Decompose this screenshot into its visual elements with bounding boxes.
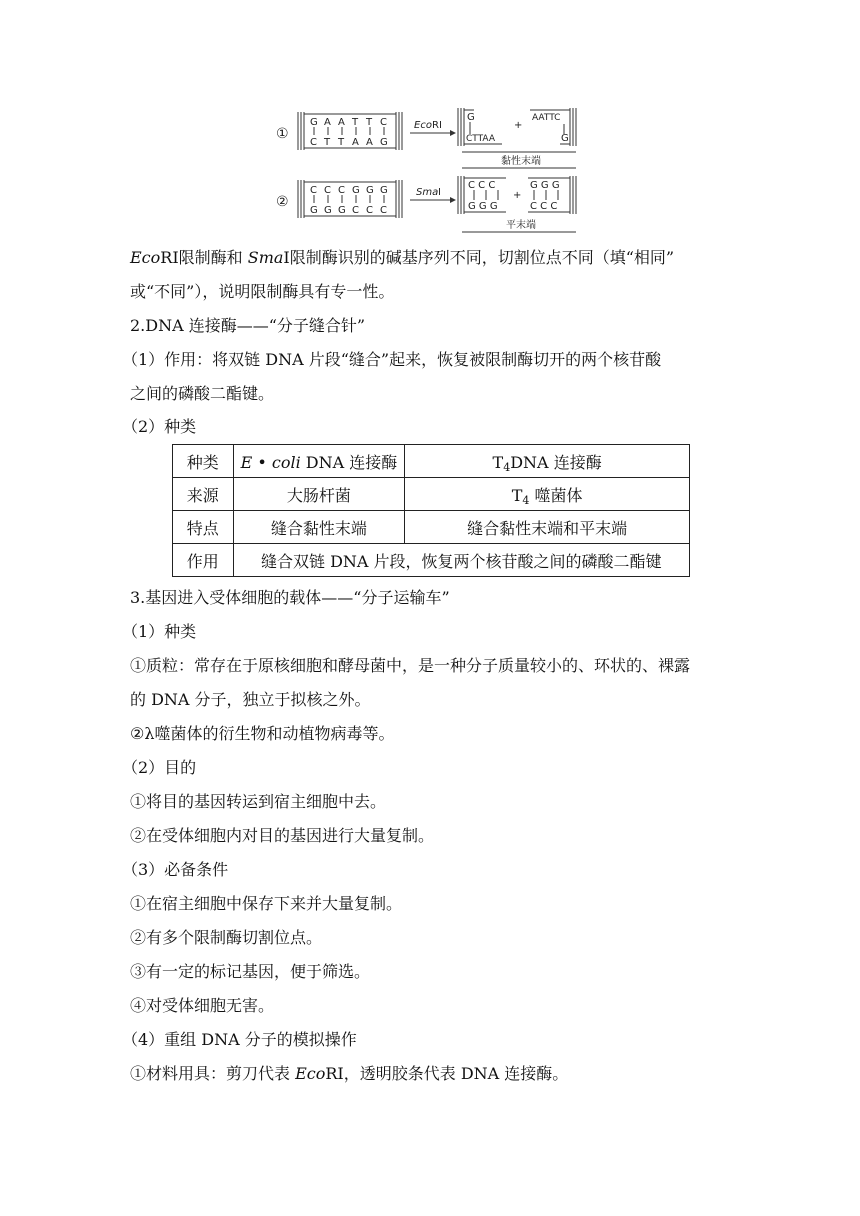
row2-bottom-seq-0: G [310, 205, 318, 216]
row2-right-top: G G G [530, 180, 560, 191]
section-3-4-heading: （4）重组 DNA 分子的模拟操作 [122, 1030, 357, 1049]
row2-bottom-seq-2: G [338, 205, 346, 216]
row1-bottom-seq-1: T [324, 137, 331, 148]
section-2-1-line-1: （1）作用：将双链 DNA 片段“缝合”起来，恢复被限制酶切开的两个核苷酸 [122, 350, 662, 369]
sma-italic: Sma [247, 248, 284, 267]
row1-enzyme-tail: RⅠ [432, 120, 442, 131]
section-3-2-item-2: ②在受体细胞内对目的基因进行大量复制。 [130, 826, 435, 845]
t4-ligase-label: DNA 连接酶 [510, 452, 602, 472]
enzyme-specificity-line-2: 或“不同”），说明限制酶具有专一性。 [130, 282, 395, 301]
table-cell [405, 478, 690, 511]
section-3-3-heading: （3）必备条件 [122, 860, 229, 879]
t4-source-label: 噬菌体 [529, 485, 583, 505]
table-cell: 大肠杆菌 [233, 478, 405, 511]
row2-top-seq-5: G [380, 185, 388, 196]
sma-rest: Ⅰ限制酶识别的碱基序列不同，切割位点不同（填“相同” [283, 248, 675, 267]
t4-t: T [492, 452, 504, 472]
row1-right-bottom: G [561, 133, 569, 144]
table-cell: 作用 [173, 544, 234, 577]
row1-left-top: G [467, 112, 475, 123]
table-header-cell: 种类 [173, 445, 234, 478]
table-cell: 缝合黏性末端和平末端 [405, 511, 690, 544]
row2-top-seq-3: G [352, 185, 360, 196]
row2-enzyme-italic: Sma [416, 187, 439, 198]
section-3-2-item-1: ①将目的基因转运到宿主细胞中去。 [130, 792, 387, 811]
section-3-2-heading: （2）目的 [122, 758, 197, 777]
table-row [173, 478, 690, 511]
section-2-title: 2.DNA 连接酶——“分子缝合针” [130, 316, 366, 335]
ecoli-coli: coli [271, 452, 301, 472]
section-2-1-line-2: 之间的磷酸二酯键。 [130, 384, 275, 403]
row2-top-seq-1: C [324, 185, 331, 196]
table-cell: 来源 [173, 478, 234, 511]
t4-source-t: T [511, 485, 523, 505]
row2-bottom-seq-1: G [324, 205, 332, 216]
table-header-cell [405, 445, 690, 478]
row1-top-seq-3: T [352, 117, 359, 128]
row2-plus: + [513, 190, 522, 201]
materials-suffix: RⅠ，透明胶条代表 DNA 连接酶。 [325, 1064, 569, 1083]
section-3-title: 3.基因进入受体细胞的载体——“分子运输车” [130, 588, 450, 607]
table-row [173, 544, 690, 577]
row1-plus: + [514, 120, 523, 131]
table-header-cell [233, 445, 405, 478]
row1-top-seq-0: G [310, 117, 318, 128]
section-3-3-item-1: ①在宿主细胞中保存下来并大量复制。 [130, 894, 403, 913]
section-3-4-item-1 [130, 1064, 568, 1084]
table-cell: 特点 [173, 511, 234, 544]
enzyme-specificity-line-1 [130, 248, 674, 268]
ecoli-e: E • [240, 452, 272, 472]
row2-marker: ② [276, 194, 289, 210]
row1-marker: ① [276, 126, 289, 142]
row1-top-seq-4: T [366, 117, 373, 128]
table-cell-merged: 缝合双链 DNA 片段，恢复两个核苷酸之间的磷酸二酯键 [233, 544, 689, 577]
row1-left-bottom: CTTAA [466, 134, 495, 144]
row1-enzyme-italic: Eco [414, 120, 432, 131]
row2-bottom-seq-4: C [366, 205, 373, 216]
ecor-italic: Eco [130, 248, 161, 267]
section-2-2-heading: （2）种类 [122, 417, 197, 436]
t4-sub: 4 [503, 460, 511, 474]
t4-source-sub: 4 [522, 493, 530, 507]
row1-bottom-seq-2: T [338, 137, 345, 148]
materials-prefix: ①材料用具：剪刀代表 [130, 1064, 296, 1083]
row2-bottom-seq-5: C [380, 205, 387, 216]
enzyme-diagram [270, 100, 590, 234]
ecoli-ligase-label: DNA 连接酶 [300, 452, 398, 472]
row2-top-seq-4: G [366, 185, 374, 196]
materials-eco-italic: Eco [295, 1064, 326, 1083]
row2-top-seq-0: C [310, 185, 317, 196]
row2-top-seq-2: C [338, 185, 345, 196]
row2-left-top: C C C [468, 180, 496, 191]
section-3-1-item-1-line-2: 的 DNA 分子，独立于拟核之外。 [130, 690, 371, 709]
table-row [173, 511, 690, 544]
table-cell: 缝合黏性末端 [233, 511, 405, 544]
row1-right-top: AATTC [532, 113, 561, 123]
row1-caption: 黏性末端 [501, 156, 541, 167]
row1-bottom-seq-5: G [380, 137, 388, 148]
row2-enzyme-tail: Ⅰ [438, 187, 441, 198]
section-3-1-heading: （1）种类 [122, 622, 197, 641]
ecor-rest: RⅠ限制酶和 [160, 248, 248, 267]
section-3-1-item-1-line-1: ①质粒：常存在于原核细胞和酵母菌中，是一种分子质量较小的、环状的、裸露 [130, 656, 691, 675]
row1-bottom-seq-3: A [352, 137, 359, 148]
row2-left-bottom: G G G [468, 201, 498, 212]
row1-top-seq-5: C [380, 117, 387, 128]
row2-bottom-seq-3: C [352, 205, 359, 216]
ligase-table [172, 444, 690, 577]
row1-bottom-seq-4: A [366, 137, 373, 148]
row1-top-seq-1: A [324, 117, 331, 128]
section-3-1-item-2: ②λ噬菌体的衍生物和动植物病毒等。 [130, 724, 395, 743]
table-row [173, 445, 690, 478]
restriction-enzyme-figure [270, 100, 590, 234]
row1-top-seq-2: A [338, 117, 345, 128]
section-3-3-item-3: ③有一定的标记基因，便于筛选。 [130, 962, 371, 981]
section-3-3-item-4: ④对受体细胞无害。 [130, 996, 275, 1015]
row2-caption: 平末端 [506, 220, 536, 231]
row1-bottom-seq-0: C [310, 137, 317, 148]
row2-right-bottom: C C C [530, 201, 558, 212]
section-3-3-item-2: ②有多个限制酶切割位点。 [130, 928, 323, 947]
